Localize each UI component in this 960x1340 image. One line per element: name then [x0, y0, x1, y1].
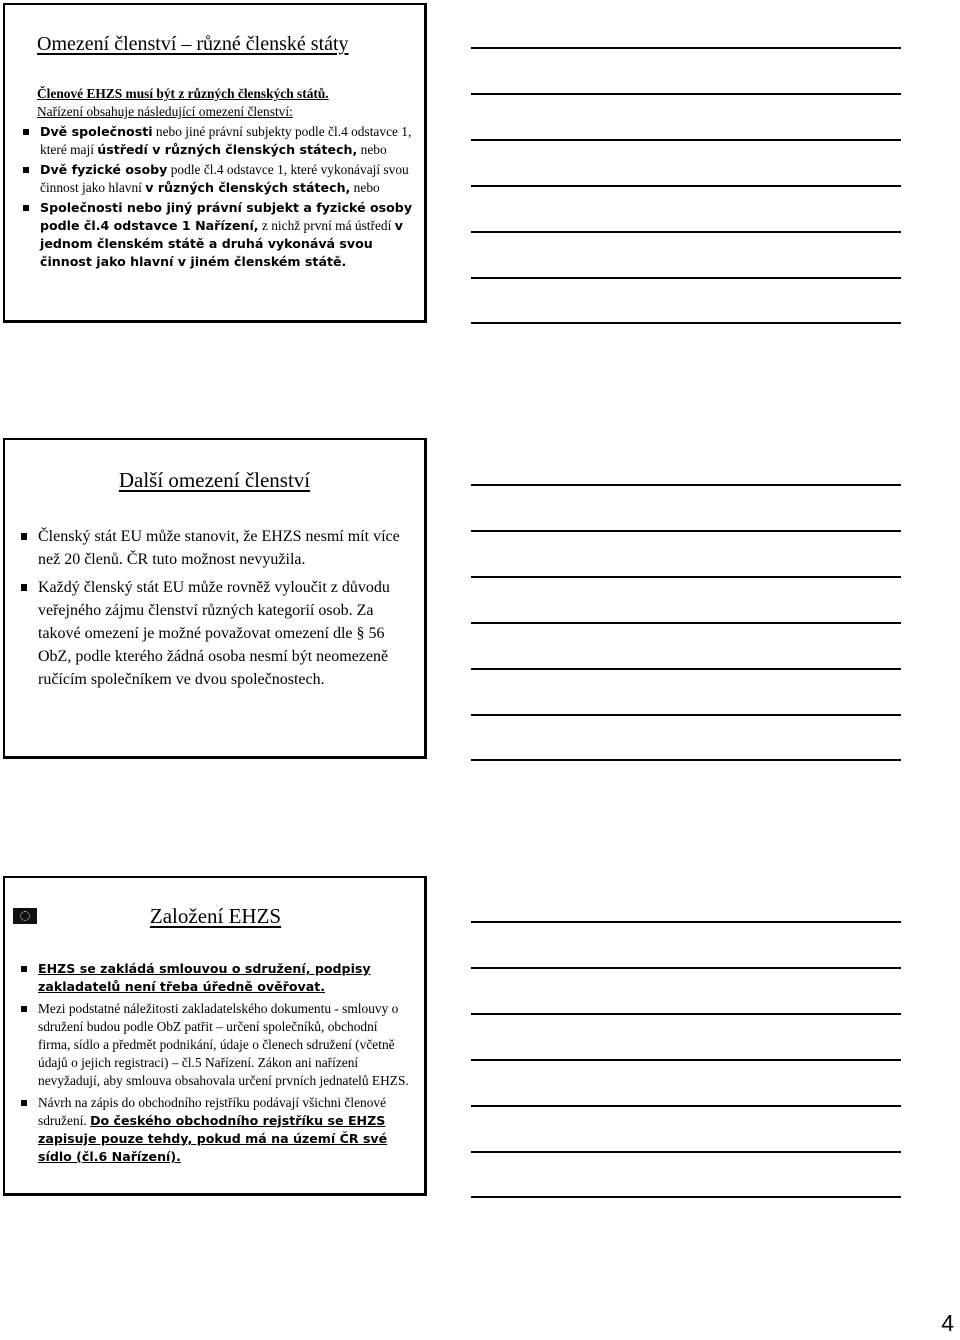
bullet-item: [21, 1094, 413, 1166]
notes-line: [471, 277, 901, 279]
slide-title: Založení EHZS: [149, 904, 282, 928]
notes-line: [471, 921, 901, 923]
bullet-text: Dvě společnosti: [40, 124, 153, 139]
notes-line: [471, 1105, 901, 1107]
bullet-text: Do českého obchodního rejstříku se EHZS zapisuje pouze tehdy, pokud má na území ČR své sídlo (čl.6 Nařízení).: [38, 1113, 388, 1164]
bullet-text: Dvě fyzické osoby: [40, 162, 168, 177]
bullet-text: ústředí v různých členských státech,: [97, 142, 358, 157]
bullet-item: [23, 199, 415, 271]
bullet-item: [21, 960, 413, 996]
notes-line: [471, 484, 901, 486]
bullet-item: [21, 1000, 413, 1090]
bullet-text: v různých členských státech,: [145, 180, 351, 195]
slide-2: [3, 438, 427, 759]
intro-text: Nařízení obsahuje následující omezení členství:: [37, 104, 293, 119]
bullet-text: nebo jiné právní subjekty podle čl.4 odstavce 1, které mají: [40, 124, 412, 157]
bullet-text: z nichž první má ústředí: [258, 218, 395, 233]
notes-line: [471, 93, 901, 95]
intro-line-2: [37, 103, 415, 121]
notes-line: [471, 322, 901, 324]
bullet-text: Návrh na zápis do obchodního rejstříku podávají všichni členové sdružení.: [38, 1095, 387, 1128]
bullet-text: podle čl.4 odstavce 1, které vykonávají svou činnost jako hlavní: [40, 162, 409, 195]
notes-line: [471, 185, 901, 187]
notes-line: [471, 47, 901, 49]
slide-title: Omezení členství – různé členské státy: [37, 33, 349, 55]
bullet-text: v jednom členském státě a druhá vykonává svou činnost jako hlavní v jiném členském státě.: [40, 218, 403, 269]
notes-line: [471, 967, 901, 969]
bullet-item: [21, 525, 413, 571]
page-number: 4: [941, 1310, 954, 1336]
notes-line: [471, 530, 901, 532]
slide-body: [21, 956, 413, 1166]
slide-3: [3, 876, 427, 1196]
slide-body: [23, 85, 415, 271]
slide-title: Další omezení členství: [118, 468, 311, 492]
intro-line-1: [37, 85, 415, 103]
bullet-text: Členský stát EU může stanovit, že EHZS nesmí mít více než 20 členů. ČR tuto možnost nevyužila.: [38, 528, 400, 568]
bullet-text: EHZS se zakládá smlouvou o sdružení, podpisy zakladatelů není třeba úředně ověřovat.: [38, 961, 371, 994]
bullet-item: [23, 123, 415, 159]
bullet-text: Každý členský stát EU může rovněž vyloučit z důvodu veřejného zájmu členství různých kategorií osob. Za takové omezení je možné považovat omezení dle § 56 ObZ, podle kterého žádná osoba nesmí být neomezeně ručícím společníkem ve dvou společnostech.: [38, 579, 390, 688]
notes-line: [471, 668, 901, 670]
bullet-item: [23, 161, 415, 197]
bullet-text: Mezi podstatné náležitosti zakladatelského dokumentu - smlouvy o sdružení budou podle ObZ patřit – určení společníků, obchodní firma, sídlo a předmět podnikání, údaje o členech sdružení (včetně údajů o jejich registraci) – čl.5 Nařízení. Zákon ani nařízení nevyžadují, aby smlouva obsahovala určení prvních jednatelů EHZS.: [38, 1001, 409, 1088]
notes-line: [471, 759, 901, 761]
bullet-list: [23, 123, 415, 271]
notes-line: [471, 622, 901, 624]
bullet-list: [21, 960, 413, 1166]
bullet-text: nebo: [350, 180, 380, 195]
slide-1: [3, 3, 427, 323]
slide-body: [21, 520, 413, 691]
notes-line: [471, 139, 901, 141]
intro-text: Členové EHZS musí být z různých členských států.: [37, 86, 329, 101]
notes-line: [471, 1196, 901, 1198]
slide-intro: [23, 85, 415, 121]
notes-line: [471, 231, 901, 233]
bullet-item: [21, 576, 413, 691]
notes-line: [471, 576, 901, 578]
bullet-text: nebo: [357, 142, 387, 157]
bullet-list: [21, 525, 413, 691]
bullet-text: Společnosti nebo jiný právní subjekt a fyzické osoby podle čl.4 odstavce 1 Nařízení,: [40, 200, 413, 233]
notes-line: [471, 1059, 901, 1061]
notes-line: [471, 1151, 901, 1153]
notes-line: [471, 1013, 901, 1015]
notes-line: [471, 714, 901, 716]
